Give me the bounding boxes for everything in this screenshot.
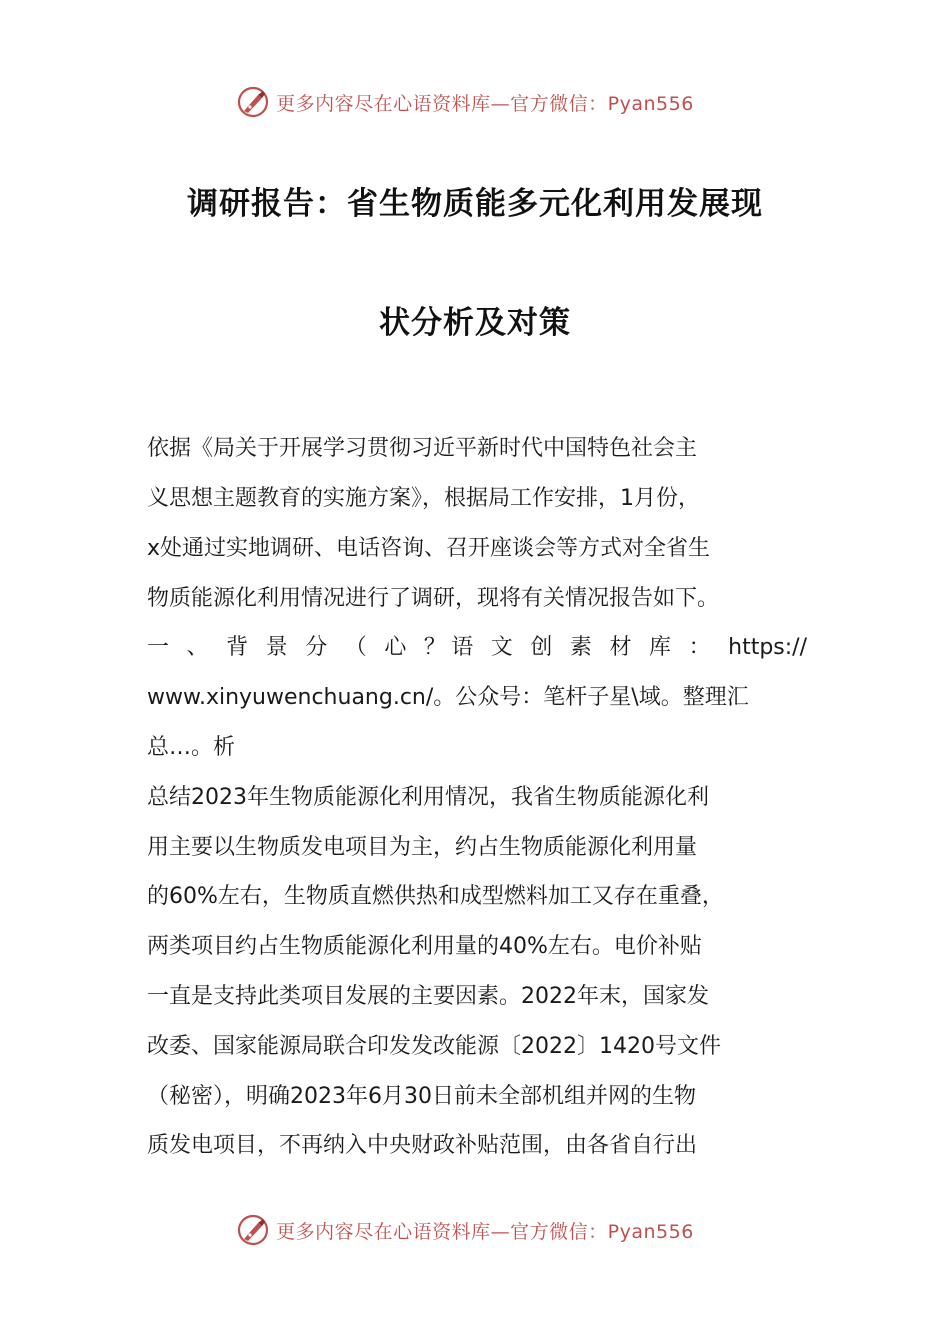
body-line-15: 质发电项目，不再纳入中央财政补贴范围，由各省自行出	[147, 1133, 698, 1158]
body-line-7: 总…。析	[147, 735, 236, 760]
banner-text: 更多内容尽在心语资料库—官方微信：Pyan556	[276, 92, 694, 115]
body-line-6: www.xinyuwenchuang.cn/。公众号：笔杆子星\域。整理汇	[147, 685, 749, 710]
body-line-13: 改委、国家能源局联合印发发改能源〔2022〕1420号文件	[147, 1034, 721, 1059]
header-banner	[0, 80, 950, 124]
body-line-11: 两类项目约占生物质能源化利用量的40%左右。电价补贴	[147, 934, 702, 959]
footer-banner	[0, 1208, 950, 1252]
banner-text: 更多内容尽在心语资料库—官方微信：Pyan556	[276, 1220, 694, 1243]
pen-nib-logo-icon	[236, 85, 270, 119]
body-line-1: 依据《局关于开展学习贯彻习近平新时代中国特色社会主	[147, 436, 698, 461]
body-line-3: x处通过实地调研、电话咨询、召开座谈会等方式对全省生	[147, 536, 711, 561]
body-line-9: 用主要以生物质发电项目为主，约占生物质能源化利用量	[147, 835, 698, 860]
pen-nib-logo-icon	[236, 1213, 270, 1247]
wechat-id: Pyan556	[607, 1220, 694, 1243]
body-line-10: 的60%左右，生物质直燃供热和成型燃料加工又存在重叠，	[147, 884, 724, 909]
body-line-14: （秘密），明确2023年6月30日前未全部机组并网的生物	[147, 1084, 696, 1109]
document-title-line-2: 状分析及对策	[379, 305, 571, 341]
body-line-8: 总结2023年生物质能源化利用情况，我省生物质能源化利	[147, 785, 709, 810]
wechat-id: Pyan556	[607, 92, 694, 115]
section-heading-line: 一 、 背 景 分 （ 心 ？语 文 创 素 材 库 ： https://	[147, 635, 807, 660]
body-line-4: 物质能源化利用情况进行了调研，现将有关情况报告如下。	[147, 586, 720, 611]
body-line-12: 一直是支持此类项目发展的主要因素。2022年末，国家发	[147, 984, 709, 1009]
document-title-line-1: 调研报告：省生物质能多元化利用发展现	[187, 186, 763, 222]
body-line-2: 义思想主题教育的实施方案》，根据局工作安排，1月份，	[147, 486, 700, 511]
